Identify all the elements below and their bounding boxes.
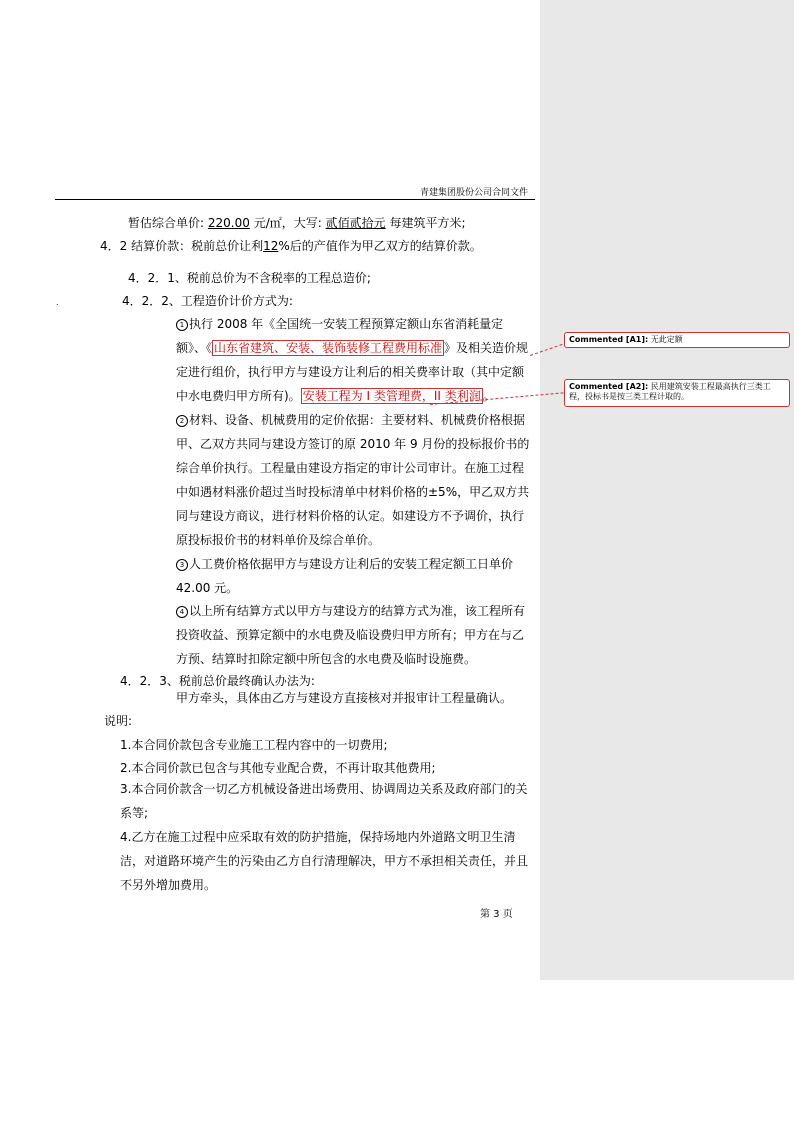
page-number: 第 3 页	[480, 909, 513, 920]
section-4-2-1: 4．2．1、税前总价为不含税率的工程总造价;	[128, 271, 371, 285]
pricing-item-2: 2 材料、设备、机械费用的定价依据：主要材料、机械费价格根据甲、乙双方共同与建设方签订的原 2010 年 9 月份的投标报价书的综合单价执行。工程量由建设方指定的审计公司审计。在施工过程中如遇材料涨价超过当时投标清单中材料价格的±5%，甲乙双方共同与建设方商议，进行材料价格的认定。如建设方不予调价，执行原投标报价书的材料单价及综合单价。	[176, 413, 530, 547]
section-4-2-2: 4．2．2、工程造价计价方式为:	[122, 294, 293, 308]
pricing-item-1: 1 执行 2008 年《全国统一安装工程预算定额山东省消耗量定额》、《 山东省建筑、安装、装饰装修工程费用标准 》及相关造价规定进行组价，执行甲方与建设方让利后的相关费率计取（其中定额中水电费归甲方所有)。 安装工程为 I 类管理费，II 类利润 。	[176, 317, 529, 403]
settlement-line: 4．2 结算价款：税前总价让利12%后的产值作为甲乙双方的结算价款。	[100, 239, 482, 253]
pricing-item-4: 4 以上所有结算方式以甲方与建设方的结算方式为准，该工程所有投资收益、预算定额中的水电费及临设费归甲方所有；甲方在与乙方预、结算时扣除定额中所包含的水电费及临时设施费。	[176, 604, 526, 666]
section-4-2-3-text: 甲方牵头，具体由乙方与建设方直接核对并报审计工程量确认。	[176, 691, 513, 705]
circle-number-4-icon: 4	[176, 606, 188, 618]
commented-text-a1[interactable]: 山东省建筑、安装、装饰装修工程费用标准	[214, 341, 443, 355]
document-header: 青建集团股份公司合同文件	[420, 188, 529, 198]
note-item-3: 3.本合同价款含一切乙方机械设备进出场费用、协调周边关系及政府部门的关系等;	[120, 782, 528, 820]
section-4-2-3-title: 4．2．3、税前总价最终确认办法为:	[120, 674, 315, 688]
pricing-item-3: 3 人工费价格依据甲方与建设方让利后的安装工程定额工日单价 42.00 元。	[176, 557, 514, 595]
comment-a1[interactable]: Commented [A1]: 无此定额	[564, 332, 790, 348]
note-item-4: 4.乙方在施工过程中应采取有效的防护措施，保持场地内外道路文明卫生清洁，对道路环境产生的污染由乙方自行清理解决，甲方不承担相关责任，并且不另外增加费用。	[120, 830, 529, 892]
note-item-1: 1.本合同价款包含专业施工工程内容中的一切费用;	[120, 738, 388, 752]
unit-price-line: 暂估综合单价: 220.00 元/㎡，大写: 贰佰贰拾元 每建筑平方米;	[128, 216, 466, 230]
unit-price-value: 220.00	[207, 216, 250, 230]
note-item-2: 2.本合同价款已包含与其他专业配合费，不再计取其他费用;	[120, 761, 436, 775]
circle-number-3-icon: 3	[176, 559, 188, 571]
discount-percent: 12	[263, 239, 279, 253]
commented-text-a2[interactable]: 安装工程为 I 类管理费，II 类利润	[302, 389, 481, 403]
notes-title: 说明:	[104, 714, 133, 728]
circle-number-1-icon: 1	[176, 319, 188, 331]
circle-number-2-icon: 2	[176, 415, 188, 427]
comment-pane	[540, 0, 794, 980]
comment-a2[interactable]: Commented [A2]: 民用建筑安装工程最高执行三类工程，投标书是按三类工程计取的。	[564, 379, 790, 407]
margin-dot: .	[56, 298, 59, 307]
unit-price-words: 贰佰贰拾元	[325, 216, 386, 230]
header-rule	[55, 199, 535, 200]
